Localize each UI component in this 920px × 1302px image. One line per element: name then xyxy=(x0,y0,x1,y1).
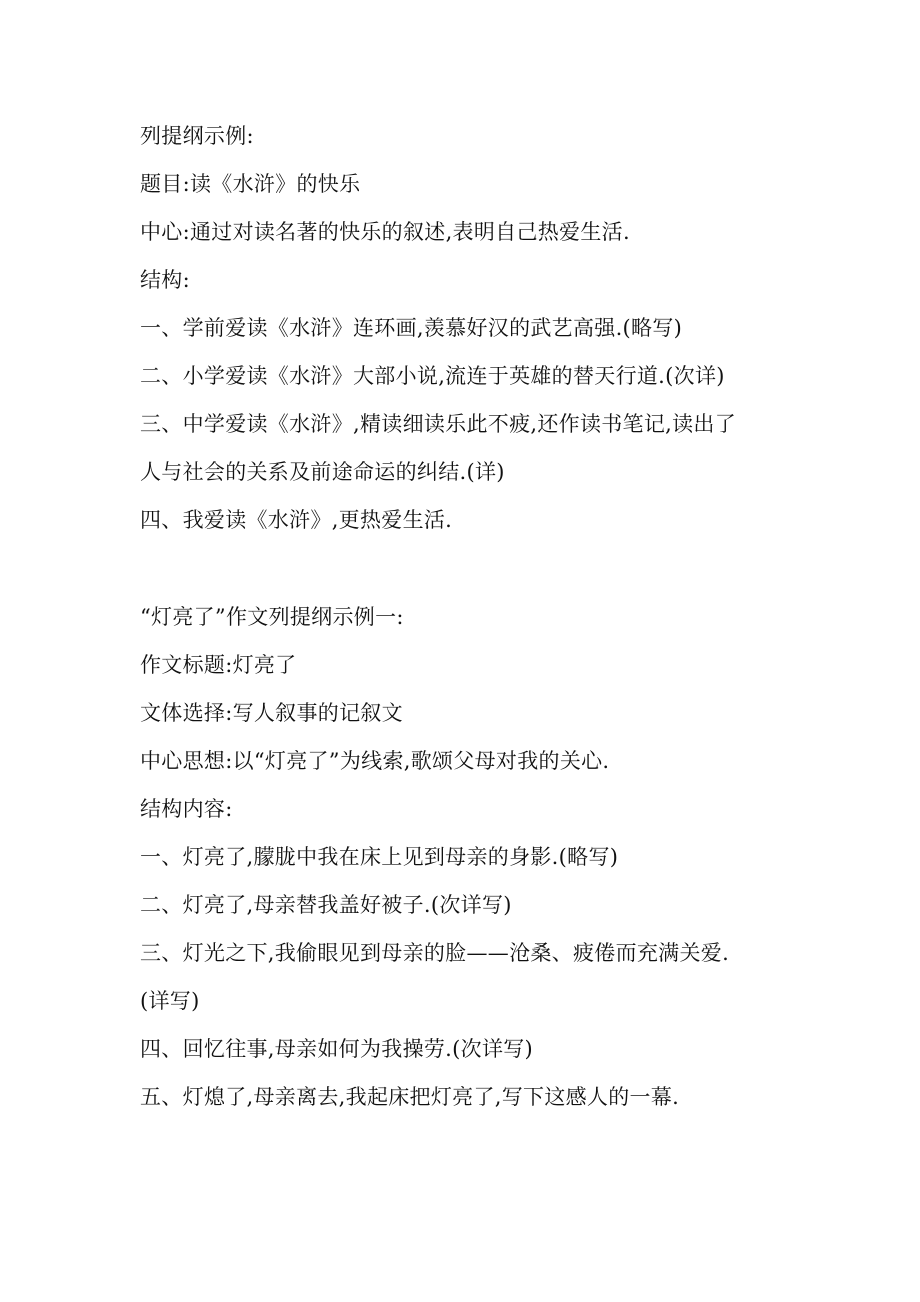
outline-point-4: 四、我爱读《水浒》,更热爱生活. xyxy=(140,508,453,532)
section-heading: 列提纲示例: xyxy=(140,124,254,148)
section-heading: “灯亮了”作文列提纲示例一: xyxy=(140,605,404,629)
structure-label: 结构内容: xyxy=(140,797,233,821)
outline-point-3-continued: 人与社会的关系及前途命运的纠结.(详) xyxy=(140,460,505,484)
structure-label: 结构: xyxy=(140,268,190,292)
outline-point-5: 五、灯熄了,母亲离去,我起床把灯亮了,写下这感人的一幕. xyxy=(140,1085,680,1109)
title-line: 题目:读《水浒》的快乐 xyxy=(140,172,361,196)
outline-example-reading-shuihu xyxy=(140,112,800,544)
theme-line: 中心:通过对读名著的快乐的叙述,表明自己热爱生活. xyxy=(140,220,630,244)
outline-point-1: 一、灯亮了,朦胧中我在床上见到母亲的身影.(略写) xyxy=(140,845,619,869)
outline-point-2: 二、灯亮了,母亲替我盖好被子.(次详写) xyxy=(140,893,512,917)
essay-title-line: 作文标题:灯亮了 xyxy=(140,653,297,677)
outline-point-2: 二、小学爱读《水浒》大部小说,流连于英雄的替天行道.(次详) xyxy=(140,364,725,388)
outline-point-3: 三、中学爱读《水浒》,精读细读乐此不疲,还作读书笔记,读出了 xyxy=(140,412,737,436)
central-idea-line: 中心思想:以“灯亮了”为线索,歌颂父母对我的关心. xyxy=(140,749,610,773)
outline-example-light-on xyxy=(140,593,800,1121)
outline-point-4: 四、回忆往事,母亲如何为我操劳.(次详写) xyxy=(140,1037,534,1061)
outline-point-3: 三、灯光之下,我偷眼见到母亲的脸——沧桑、疲倦而充满关爱. xyxy=(140,941,730,965)
outline-point-3-continued: (详写) xyxy=(140,989,200,1013)
genre-line: 文体选择:写人叙事的记叙文 xyxy=(140,701,403,725)
outline-point-1: 一、学前爱读《水浒》连环画,羡慕好汉的武艺高强.(略写) xyxy=(140,316,683,340)
